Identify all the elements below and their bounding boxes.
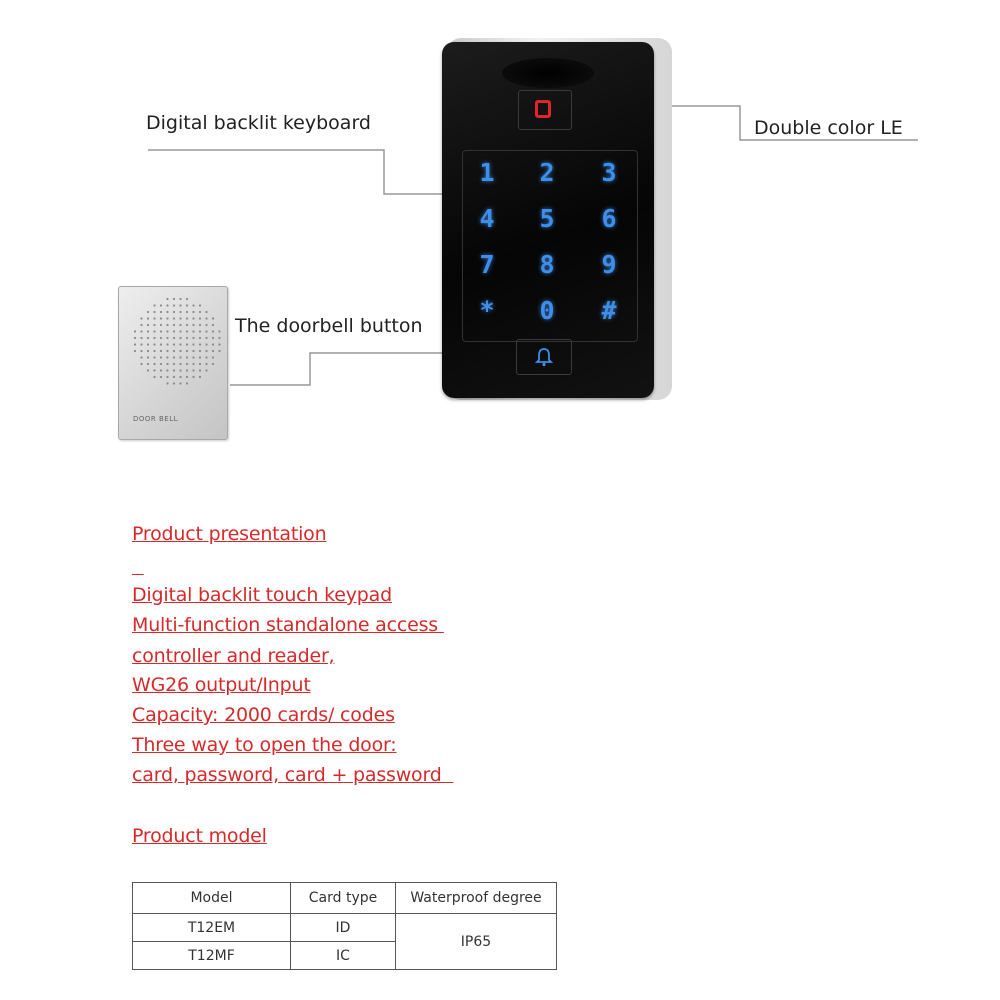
key-star[interactable]: * [479,296,495,325]
callout-led: Double color LE [754,117,903,139]
key-1[interactable]: 1 [479,158,495,187]
key-hash[interactable]: # [601,296,617,325]
key-2[interactable]: 2 [539,158,555,187]
device-sensor-window [502,58,594,88]
callout-keyboard: Digital backlit keyboard [146,112,371,134]
keypad-grid [462,150,638,342]
feature-line: controller and reader, [132,645,335,667]
callout-doorbell-button: The doorbell button [235,315,423,337]
doorbell-chime-box [118,286,228,440]
key-4[interactable]: 4 [479,204,495,233]
table-cell-card-type: ID [291,914,396,942]
feature-line: Three way to open the door: [132,734,397,756]
feature-line: WG26 output/Input [132,674,311,696]
feature-line: card, password, card + password [132,764,454,786]
table-cell-model: T12EM [133,914,291,942]
key-8[interactable]: 8 [539,250,555,279]
key-3[interactable]: 3 [601,158,617,187]
table-cell-model: T12MF [133,942,291,970]
blank-underline [132,556,144,578]
table-header-row [133,883,557,914]
speaker-grille-icon [131,295,223,387]
feature-line: Capacity: 2000 cards/ codes [132,704,395,726]
bell-icon [534,347,554,367]
key-5[interactable]: 5 [539,204,555,233]
key-6[interactable]: 6 [601,204,617,233]
key-9[interactable]: 9 [601,250,617,279]
table-header-cell: Card type [291,883,396,914]
feature-line: Multi-function standalone access [132,614,444,636]
model-table [132,882,557,970]
product-model-heading: Product model [132,825,267,847]
card-reader-area [518,90,572,130]
keypad-device [442,42,654,398]
doorbell-key[interactable] [516,339,572,375]
table-header-cell: Waterproof degree [396,883,557,914]
table-row [133,914,557,942]
table-cell-card-type: IC [291,942,396,970]
doorbell-label: DOOR BELL [133,415,179,423]
led-indicator-icon [535,100,551,118]
feature-line: Digital backlit touch keypad [132,584,392,606]
key-7[interactable]: 7 [479,250,495,279]
keyboard-leader-line [148,150,462,194]
table-header-cell: Model [133,883,291,914]
product-presentation-heading: Product presentation [132,523,327,545]
table-cell-waterproof: IP65 [396,914,557,970]
key-0[interactable]: 0 [539,296,555,325]
